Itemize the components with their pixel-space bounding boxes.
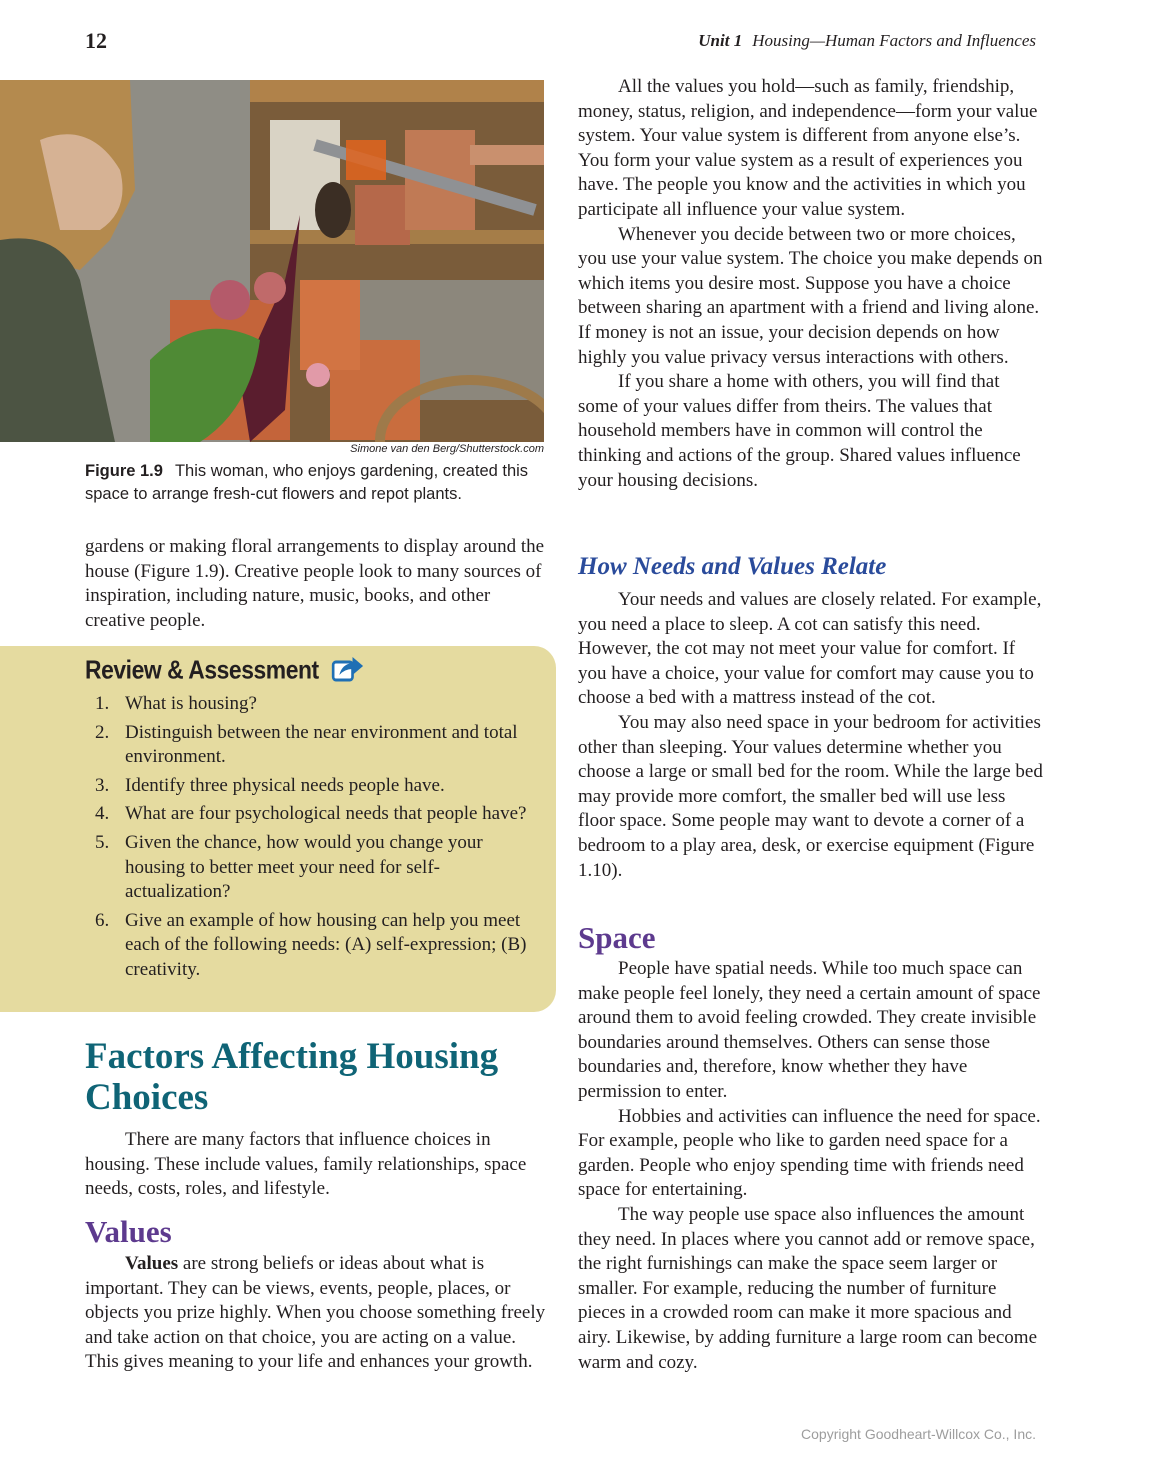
right-column-values-text — [578, 75, 1043, 493]
subheading-needs-values: How Needs and Values Relate — [578, 553, 887, 580]
paragraph: Hobbies and activities can influence the need for space. For example, people who like to garden need space for a garden. People who enjoy spending time with friends need space for entertaining. — [578, 1105, 1041, 1201]
values-definition — [85, 1252, 550, 1375]
question-text: What is housing? — [125, 693, 257, 714]
review-title — [85, 654, 365, 689]
paragraph: You may also need space in your bedroom for activities other than sleeping. Your values determine whether you choose a large or small bed for the room. While the large bed may provide more comfort, the smaller bed will use less floor space. Some people may want to devote a corner of a bedroom to a play area, desk, or exercise equipment (Figure 1.10). — [578, 711, 1043, 881]
left-column-continuation — [85, 535, 550, 633]
review-title-text: Review & Assessment — [85, 654, 319, 685]
question-number: 2. — [95, 721, 110, 743]
section-heading-factors: Factors Affecting Housing Choices — [85, 1036, 499, 1118]
needs-values-text — [578, 588, 1043, 883]
copyright-footer: Copyright Goodheart-Willcox Co., Inc. — [801, 1426, 1036, 1442]
review-question — [95, 831, 545, 905]
paragraph: gardens or making floral arrangements to display around the house (Figure 1.9). Creative people look to many sources of inspiration, including nature, music, books, and other creative people. — [85, 536, 545, 631]
key-term: Values — [125, 1253, 179, 1274]
question-text: Identify three physical needs people have. — [125, 774, 445, 796]
review-question — [95, 802, 545, 827]
unit-title: Housing—Human Factors and Influences — [752, 31, 1036, 50]
photo-credit: Simone van den Berg/Shutterstock.com — [350, 443, 544, 455]
subsection-heading-space: Space — [578, 920, 656, 955]
figure-caption-text: This woman, who enjoys gardening, created this space to arrange fresh-cut flowers and repot plants. — [85, 462, 529, 503]
paragraph — [85, 1252, 550, 1375]
paragraph: Your needs and values are closely related. For example, you need a place to sleep. A cot can satisfy this need. However, the cot may not meet your value for comfort. If you have a choice, your value for comfort may cause you to choose a bed with a mattress instead of the cot. — [578, 589, 1042, 709]
question-number: 1. — [95, 693, 110, 714]
question-number: 4. — [95, 803, 110, 825]
question-text: Given the chance, how would you change your housing to better meet your need for self-actualization? — [125, 831, 483, 903]
question-number: 5. — [95, 831, 110, 853]
paragraph: If you share a home with others, you will find that some of your values differ from theirs. The values that household members have in common will control the thinking and actions of the group. Shared values influence your housing decisions. — [578, 371, 1021, 491]
figure-label: Figure 1.9 — [85, 462, 163, 480]
question-number: 3. — [95, 774, 110, 796]
question-number: 6. — [95, 909, 110, 931]
share-arrow-icon[interactable] — [332, 654, 365, 689]
review-assessment-box — [0, 646, 556, 1012]
definition-text: are strong beliefs or ideas about what is important. They can be views, events, people, places, or objects you prize highly. When you choose something freely and take action on that choice, you are acting on a value. This gives meaning to your life and enhances your growth. — [85, 1253, 546, 1373]
paragraph: Whenever you decide between two or more choices, you use your value system. The choice you make depends on which items you desire most. Suppose you have a choice between sharing an apartment with a friend and living alone. If money is not an issue, your decision depends on how highly you value privacy versus interactions with others. — [578, 223, 1043, 368]
question-text: Give an example of how housing can help you meet each of the following needs: (A) self-expression; (B) creativity. — [125, 909, 527, 980]
subsection-heading-values: Values — [85, 1214, 172, 1249]
figure-photo — [0, 80, 544, 442]
question-text: Distinguish between the near environment and total environment. — [125, 721, 518, 768]
running-head — [698, 31, 1036, 51]
review-question — [95, 721, 545, 770]
review-question — [95, 774, 545, 799]
unit-label: Unit 1 — [698, 31, 743, 50]
factors-intro — [85, 1128, 550, 1202]
review-question-list — [95, 692, 545, 987]
review-question — [95, 692, 545, 717]
paragraph: There are many factors that influence choices in housing. These include values, family relationships, space needs, costs, roles, and lifestyle. — [85, 1129, 527, 1200]
question-text: What are four psychological needs that people have? — [125, 803, 527, 825]
paragraph: All the values you hold—such as family, friendship, money, status, religion, and independence—form your value system. Your value system is different from anyone else’s. You form your value system as a result of experiences you have. The people you know and the activities in which you participate all influence your value system. — [578, 76, 1038, 220]
review-question — [95, 909, 545, 983]
page-number: 12 — [85, 28, 107, 53]
space-text — [578, 957, 1043, 1375]
paragraph: The way people use space also influences the amount they need. In places where you cannot add or remove space, the right furnishings can make the space seem larger or smaller. For example, reducing the number of furniture pieces in a crowded room can make it more spacious and airy. Likewise, by adding furniture a large room can become warm and cozy. — [578, 1203, 1037, 1373]
figure-caption — [85, 460, 545, 506]
paragraph: People have spatial needs. While too much space can make people feel lonely, they need a certain amount of space around them to avoid feeling crowded. They create invisible boundaries around themselves. Others can sense those boundaries and, therefore, know whether they have permission to enter. — [578, 958, 1041, 1102]
